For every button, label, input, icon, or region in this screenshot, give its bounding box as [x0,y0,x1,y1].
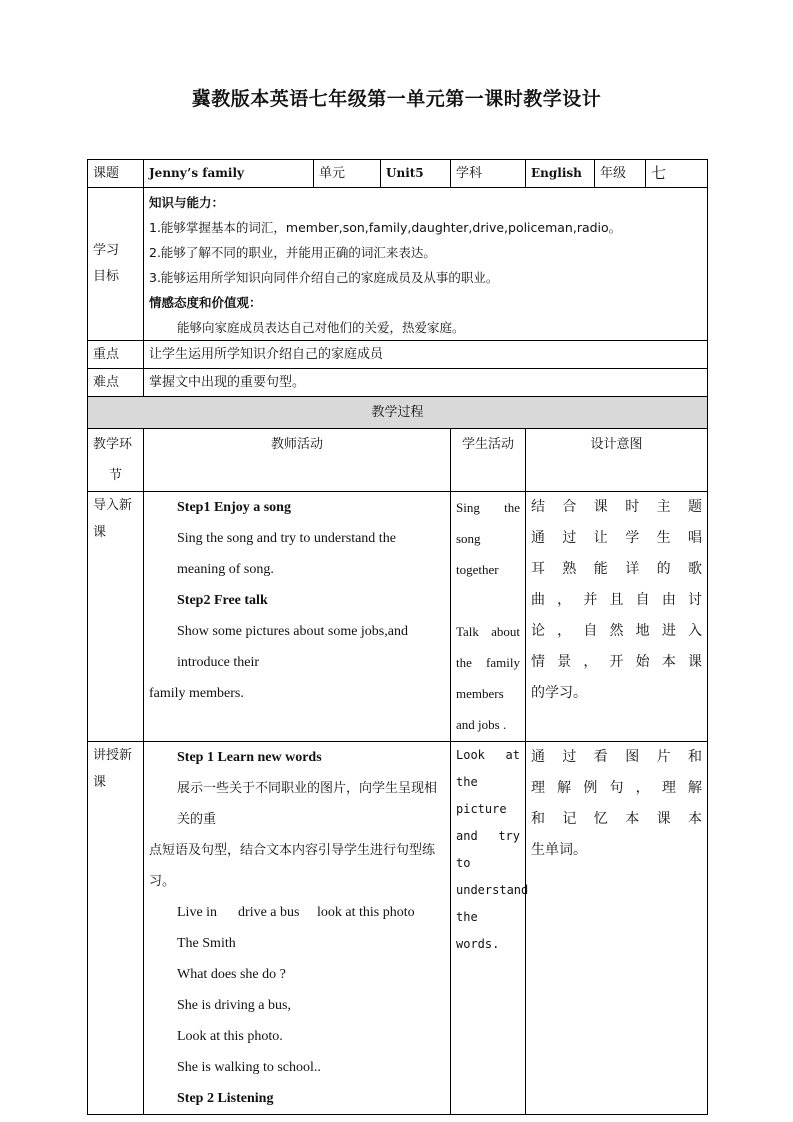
process-heading-row [88,397,708,429]
header-row [88,160,708,188]
teach-step1-title: Step 1 Learn new words [177,750,322,765]
subject-label: 学科 [451,160,526,188]
teach-row [88,742,708,1115]
difficulty-value: 掌握文中出现的重要句型。 [144,369,708,397]
objectives-heading-attitude: 情感态度和价值观： [149,295,262,310]
teach-line: She is walking to school.. [177,1060,321,1075]
teach-step1-text-cont: 点短语及句型，结合文本内容引导学生进行句型练习。 [149,843,436,889]
objective-item: 能够向家庭成员表达自己对他们的关爱，热爱家庭。 [177,320,465,335]
process-columns-row [88,429,708,492]
unit-label: 单元 [314,160,381,188]
objective-item: 3.能够运用所学知识向同伴介绍自己的家庭成员及从事的职业。 [149,270,499,285]
col-intent: 设计意图 [526,429,708,492]
grade-label: 年级 [595,160,646,188]
intro-step2-text-cont: family members. [149,686,244,701]
intro-step2-text: Show some pictures about some jobs,and introduce their [177,624,408,670]
teach-line: Look at this photo. [177,1029,283,1044]
key-point-row [88,341,708,369]
intro-intent: 结合课时主题 通过让学生唱 耳熟能详的歌 曲，并且自由讨 论，自然地进入 情景，开始本课 的学习。 [526,492,708,742]
teach-student: Look at the picture and try to understand the words. [451,742,526,1115]
teach-line: The Smith [177,936,236,951]
page-title: 冀教版本英语七年级第一单元第一课时教学设计 [191,88,602,110]
col-stage: 教学环 节 [88,429,144,492]
teach-step1-text: 展示一些关于不同职业的图片，向学生呈现相关的重 [177,781,438,827]
intro-stage: 导入新 课 [88,492,144,742]
teach-intent: 通过看图片和 理解例句，理解 和记忆本课本 生单词。 [526,742,708,1115]
lesson-plan-table [87,159,708,1115]
col-teacher: 教师活动 [144,429,451,492]
objectives-content [144,188,708,341]
teach-line: Live in drive a bus look at this photo [177,905,415,920]
objectives-label: 学习 目标 [88,188,144,341]
key-point-label: 重点 [88,341,144,369]
objective-item: 1.能够掌握基本的词汇，member,son,family,daughter,drive,policeman,radio。 [149,220,622,235]
difficulty-label: 难点 [88,369,144,397]
objectives-heading-knowledge: 知识与能力： [149,195,225,210]
topic-value: Jenny’s family [144,160,314,188]
key-point-value: 让学生运用所学知识介绍自己的家庭成员 [144,341,708,369]
teach-line: What does she do ? [177,967,286,982]
intro-student: Sing the song together Talk about the family members and jobs . [451,492,526,742]
process-heading: 教学过程 [88,397,708,429]
teach-teacher [144,742,451,1115]
subject-value: English [526,160,595,188]
objectives-row [88,188,708,341]
intro-teacher [144,492,451,742]
intro-step1-text: Sing the song and try to understand the meaning of song. [177,531,396,577]
unit-value: Unit5 [381,160,451,188]
intro-step1-title: Step1 Enjoy a song [177,500,291,515]
intro-step2-title: Step2 Free talk [177,593,268,608]
objective-item: 2.能够了解不同的职业，并能用正确的词汇来表达。 [149,245,436,260]
col-student: 学生活动 [451,429,526,492]
grade-value: 七 [646,160,708,188]
teach-line: She is driving a bus, [177,998,291,1013]
difficulty-row [88,369,708,397]
intro-row [88,492,708,742]
topic-label: 课题 [88,160,144,188]
teach-step2-title: Step 2 Listening [177,1091,274,1106]
teach-stage: 讲授新 课 [88,742,144,1115]
